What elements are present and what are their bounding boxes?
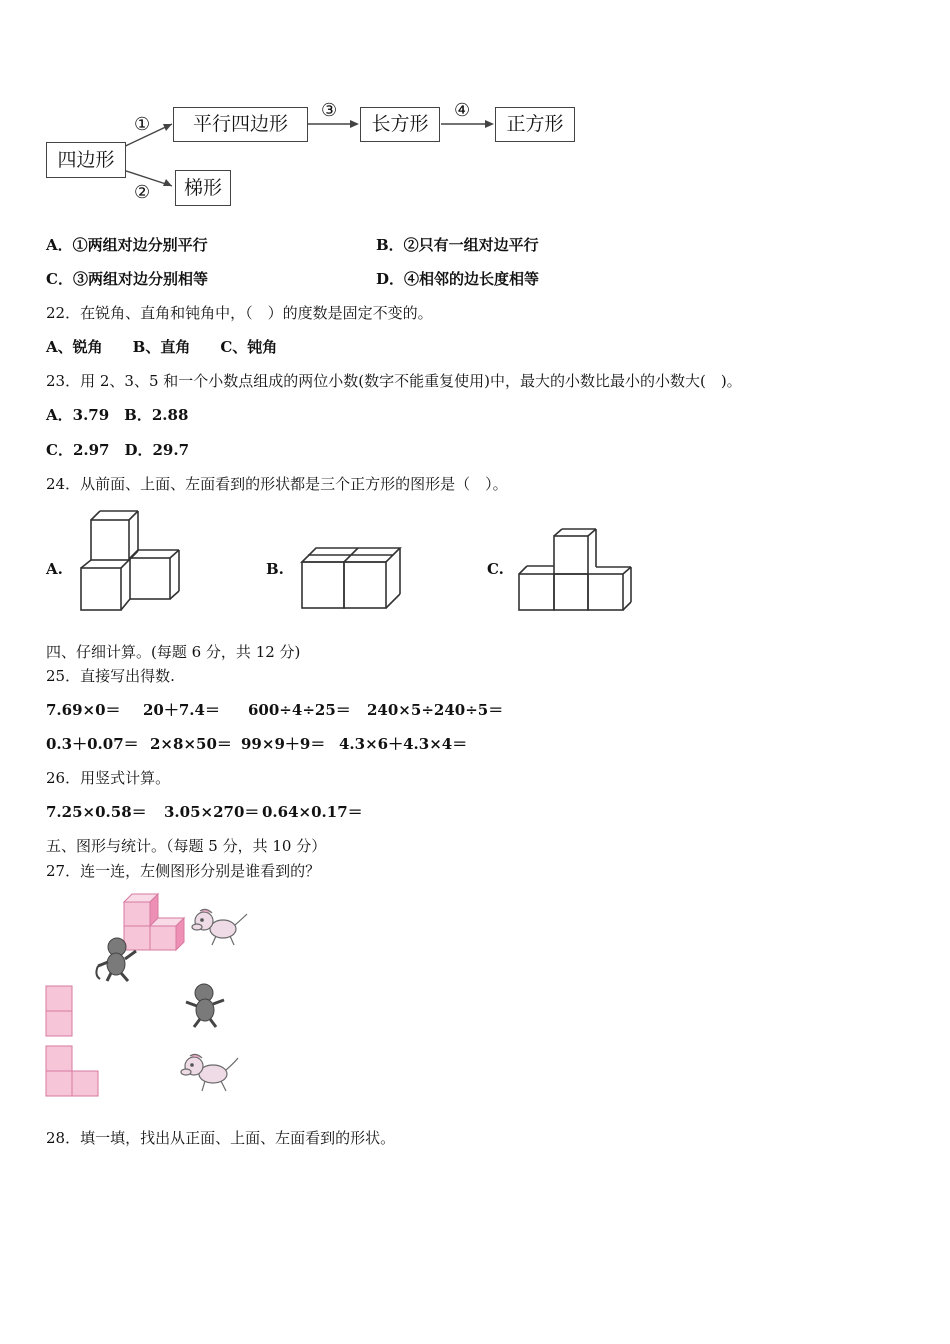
q25-row2-item2: 2×8×50＝	[150, 735, 232, 753]
box-parallelogram: 平行四边形	[173, 107, 308, 142]
q25-row1-item4: 240×5÷240÷5＝	[367, 701, 504, 719]
section4-title: 四、仔细计算。(每题 6 分，共 12 分)	[46, 643, 301, 661]
q26-item3: 0.64×0.17＝	[262, 803, 363, 821]
q24-figure-a	[78, 508, 188, 613]
box-square: 正方形	[495, 107, 575, 142]
q25-stem: 25．直接写出得数.	[46, 667, 175, 685]
q21-option-b: B．②只有一组对边平行	[376, 236, 539, 254]
marker-3: ③	[321, 100, 338, 121]
q25-row1-item1: 7.69×0＝	[46, 701, 121, 719]
q25-row1-item3: 600÷4÷25＝	[248, 701, 351, 719]
q25-row2-item4: 4.3×6＋4.3×4＝	[339, 735, 468, 753]
q28-stem: 28．填一填，找出从正面、上面、左面看到的形状。	[46, 1129, 396, 1147]
q24-figure-c	[515, 527, 640, 617]
monkey-icon	[92, 935, 140, 983]
dog-icon	[190, 905, 250, 950]
box-trapezoid: 梯形	[175, 170, 231, 206]
q24-label-a: A.	[46, 560, 63, 578]
view-shape-vertical	[45, 985, 75, 1039]
marker-1: ①	[134, 114, 151, 135]
q22-stem: 22．在锐角、直角和钝角中，（ ）的度数是固定不变的。	[46, 304, 433, 322]
dog-icon-2	[180, 1050, 242, 1095]
q24-figure-b	[298, 543, 408, 613]
q26-item1: 7.25×0.58＝	[46, 803, 147, 821]
q23-options-ab: A．3.79 B．2.88	[46, 406, 189, 424]
q23-stem: 23．用 2、3、5 和一个小数点组成的两位小数(数字不能重复使用)中，最大的小数比最小的小数大( )。	[46, 372, 742, 390]
q24-label-b: B.	[266, 560, 284, 578]
q21-option-a: A．①两组对边分别平行	[46, 236, 208, 254]
q26-stem: 26．用竖式计算。	[46, 769, 171, 787]
q23-options-cd: C．2.97 D．29.7	[46, 441, 190, 459]
q22-options: A、锐角 B、直角 C、钝角	[46, 338, 278, 356]
box-quadrilateral: 四边形	[46, 142, 126, 178]
q25-row2-item3: 99×9＋9＝	[241, 735, 326, 753]
q24-label-c: C.	[487, 560, 504, 578]
q21-option-c: C．③两组对边分别相等	[46, 270, 208, 288]
q25-row1-item2: 20＋7.4＝	[143, 701, 220, 719]
box-rectangle: 长方形	[360, 107, 440, 142]
q21-option-d: D．④相邻的边长度相等	[376, 270, 540, 288]
section5-title: 五、图形与统计。（每题 5 分，共 10 分）	[46, 837, 327, 855]
marker-4: ④	[454, 100, 471, 121]
q25-row2-item1: 0.3＋0.07＝	[46, 735, 139, 753]
q27-stem: 27．连一连，左侧图形分别是谁看到的？	[46, 862, 321, 880]
marker-2: ②	[134, 182, 151, 203]
monkey-icon-2	[182, 982, 230, 1030]
q26-item2: 3.05×270＝	[164, 803, 260, 821]
view-shape-l	[45, 1045, 101, 1099]
q24-stem: 24．从前面、上面、左面看到的形状都是三个正方形的图形是（ ）。	[46, 475, 508, 493]
